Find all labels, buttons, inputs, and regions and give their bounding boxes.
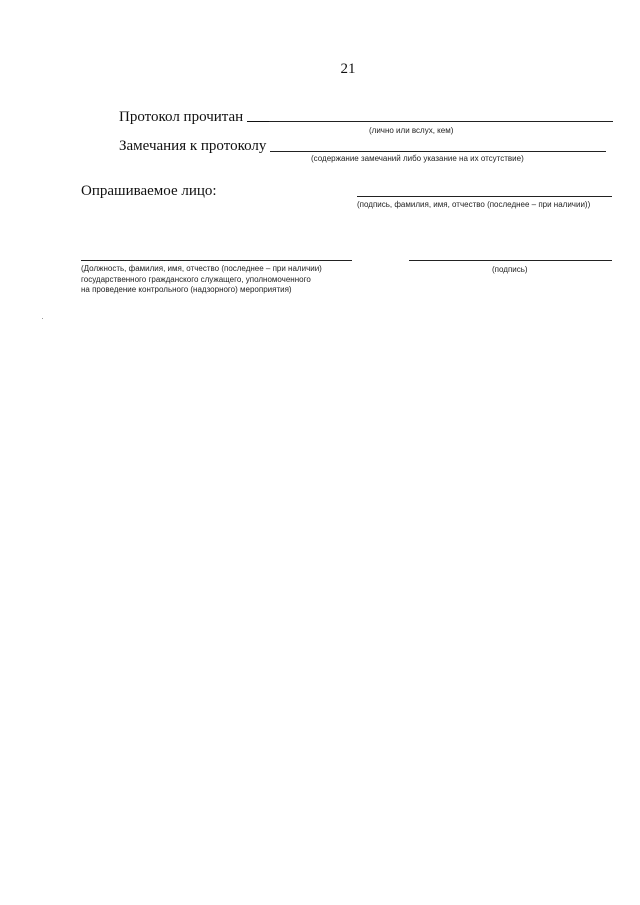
official-name-line — [81, 260, 352, 261]
official-signature-line — [409, 260, 612, 261]
official-hint-line-3: на проведение контрольного (надзорного) мероприятия) — [81, 285, 292, 294]
official-signature-hint: (подпись) — [492, 265, 528, 274]
remarks-label: Замечания к протоколу — [119, 138, 267, 154]
interviewee-hint: (подпись, фамилия, имя, отчество (последнее – при наличии)) — [357, 200, 591, 209]
protocol-read-line — [269, 121, 613, 122]
protocol-read-line-start — [247, 121, 269, 122]
protocol-read-label: Протокол прочитан — [119, 109, 244, 125]
interviewee-signature-line — [357, 196, 612, 197]
remarks-hint: (содержание замечаний либо указание на их отсутствие) — [311, 154, 524, 163]
official-hint — [81, 264, 322, 296]
interviewee-label: Опрашиваемое лицо: — [81, 183, 217, 199]
protocol-read-hint: (лично или вслух, кем) — [369, 126, 454, 135]
official-hint-line-2: государственного гражданского служащего, уполномоченного — [81, 274, 311, 284]
remarks-line — [270, 151, 606, 152]
scan-speck — [42, 318, 43, 319]
page-number: 21 — [340, 61, 356, 77]
official-hint-line-1: (Должность, фамилия, имя, отчество (последнее – при наличии) — [81, 264, 322, 273]
